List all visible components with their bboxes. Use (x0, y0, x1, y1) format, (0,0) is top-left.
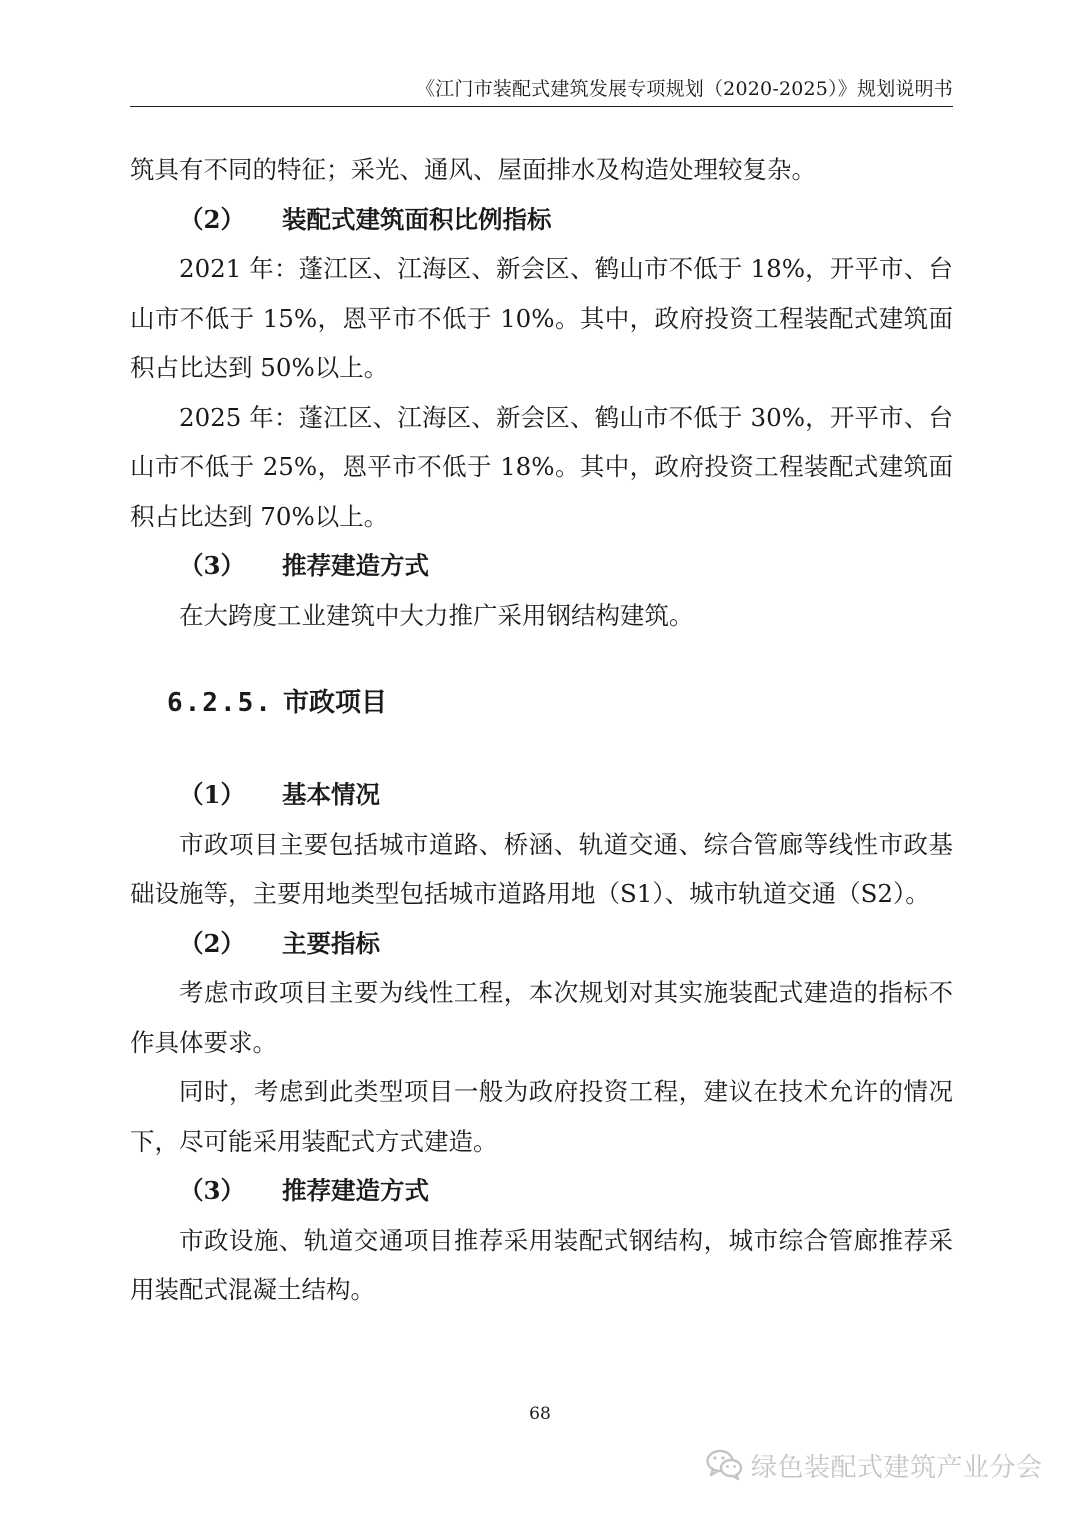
header-rule (130, 106, 953, 107)
subheading-area-ratio (130, 195, 953, 245)
paragraph-steel-structure: 在大跨度工业建筑中大力推广采用钢结构建筑。 (179, 600, 694, 630)
subheading-title: 推荐建造方式 (282, 551, 429, 580)
running-header: 《江门市装配式建筑发展专项规划（2020-2025）》规划说明书 (415, 78, 953, 100)
paragraph-recommended-structures: 市政设施、轨道交通项目推荐采用装配式钢结构，城市综合管廊推荐采用装配式混凝土结构。 (130, 1225, 953, 1304)
subheading-title: 装配式建筑面积比例指标 (282, 204, 552, 234)
subheading-number: （3） (179, 1176, 246, 1205)
subheading-construction-method (130, 541, 953, 591)
subheading-number: （2） (179, 928, 246, 958)
document-body (130, 145, 953, 1315)
subheading-title: 主要指标 (282, 928, 380, 958)
page-number: 68 (529, 1404, 551, 1424)
paragraph-no-requirement: 考虑市政项目主要为线性工程，本次规划对其实施装配式建造的指标不作具体要求。 (130, 978, 953, 1057)
watermark-text: 绿色装配式建筑产业分会 (751, 1452, 1043, 1483)
subheading-title: 基本情况 (282, 780, 380, 809)
subheading-recommended-method (130, 1166, 953, 1216)
watermark (705, 1445, 1043, 1485)
subheading-main-indicators (130, 919, 953, 969)
paragraph-continuation: 筑具有不同的特征；采光、通风、屋面排水及构造处理较复杂。 (130, 155, 816, 184)
paragraph-2021-targets: 2021 年：蓬江区、江海区、新会区、鹤山市不低于 18%，开平市、台山市不低于 15%，恩平市不低于 10%。其中，政府投资工程装配式建筑面积占比达到 50%以上。 (130, 254, 953, 382)
paragraph-recommendation: 同时，考虑到此类型项目一般为政府投资工程，建议在技术允许的情况下，尽可能采用装配式方式建造。 (130, 1077, 953, 1156)
subheading-number: （1） (179, 780, 246, 809)
section-title: 市政项目 (283, 688, 388, 718)
subheading-number: （3） (179, 551, 246, 580)
wechat-icon (705, 1448, 745, 1482)
paragraph-2025-targets: 2025 年：蓬江区、江海区、新会区、鹤山市不低于 30%，开平市、台山市不低于 25%，恩平市不低于 18%。其中，政府投资工程装配式建筑面积占比达到 70%以上。 (130, 402, 953, 531)
section-number: 6.2.5. (167, 688, 273, 718)
section-heading-municipal (130, 688, 953, 718)
subheading-number: （2） (179, 204, 246, 234)
subheading-title: 推荐建造方式 (282, 1176, 429, 1205)
paragraph-municipal-scope: 市政项目主要包括城市道路、桥涵、轨道交通、综合管廊等线性市政基础设施等，主要用地类型包括城市道路用地（S1）、城市轨道交通（S2）。 (130, 829, 953, 908)
subheading-basic-situation (130, 770, 953, 820)
